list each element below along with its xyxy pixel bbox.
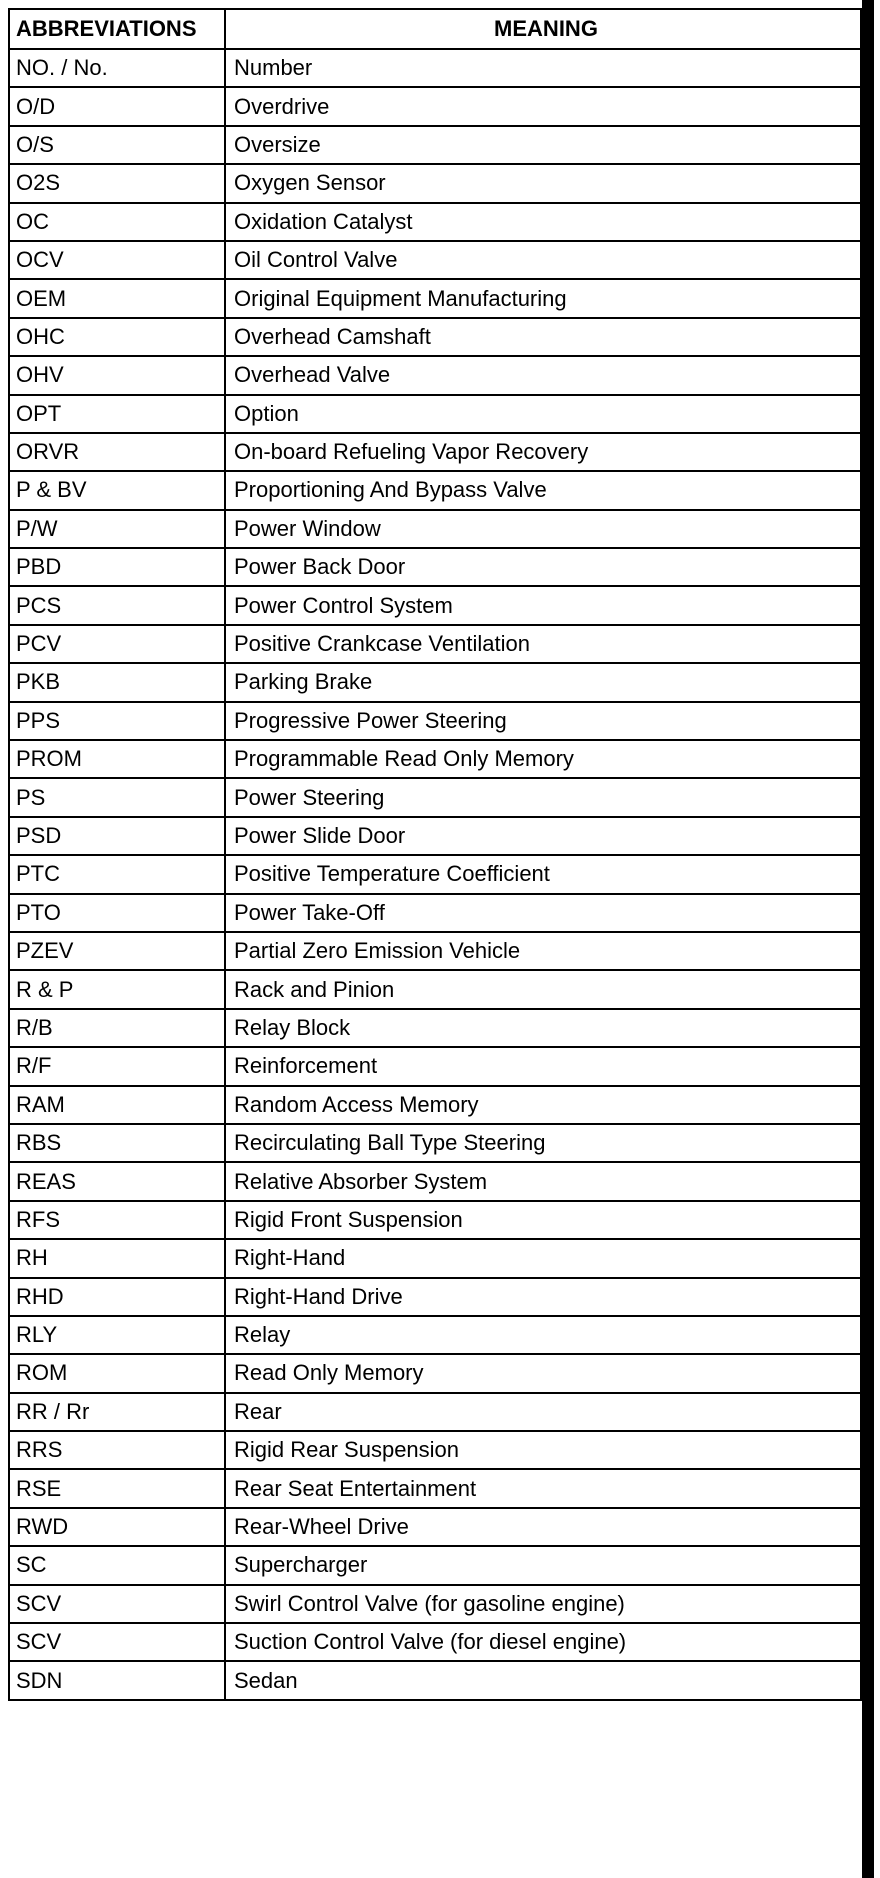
table-row — [9, 1661, 861, 1699]
abbreviation-cell: RFS — [9, 1201, 225, 1239]
meaning-cell: Parking Brake — [225, 663, 861, 701]
abbreviation-cell: REAS — [9, 1162, 225, 1200]
abbreviation-cell: SDN — [9, 1661, 225, 1699]
table-row — [9, 663, 861, 701]
table-row — [9, 1431, 861, 1469]
table-row — [9, 894, 861, 932]
abbreviation-cell: PKB — [9, 663, 225, 701]
meaning-column-header: MEANING — [225, 9, 861, 49]
abbreviation-cell: RLY — [9, 1316, 225, 1354]
table-row — [9, 970, 861, 1008]
meaning-cell: Progressive Power Steering — [225, 702, 861, 740]
table-row — [9, 1354, 861, 1392]
meaning-cell: Rear Seat Entertainment — [225, 1469, 861, 1507]
abbreviation-cell: PSD — [9, 817, 225, 855]
table-row — [9, 1623, 861, 1661]
meaning-cell: Number — [225, 49, 861, 87]
abbreviation-cell: PCS — [9, 586, 225, 624]
meaning-cell: Recirculating Ball Type Steering — [225, 1124, 861, 1162]
abbreviation-cell: R/B — [9, 1009, 225, 1047]
table-row — [9, 1585, 861, 1623]
meaning-cell: Partial Zero Emission Vehicle — [225, 932, 861, 970]
abbreviation-cell: RRS — [9, 1431, 225, 1469]
table-row — [9, 356, 861, 394]
abbreviation-cell: NO. / No. — [9, 49, 225, 87]
meaning-cell: Power Take-Off — [225, 894, 861, 932]
table-row — [9, 1316, 861, 1354]
table-row — [9, 1508, 861, 1546]
abbreviation-cell: O/S — [9, 126, 225, 164]
table-row — [9, 1201, 861, 1239]
table-row — [9, 932, 861, 970]
abbreviation-cell: OHV — [9, 356, 225, 394]
abbreviation-cell: O/D — [9, 87, 225, 125]
meaning-cell: Read Only Memory — [225, 1354, 861, 1392]
table-row — [9, 395, 861, 433]
meaning-cell: Power Back Door — [225, 548, 861, 586]
table-body — [9, 49, 861, 1700]
table-row — [9, 433, 861, 471]
table-row — [9, 126, 861, 164]
abbreviation-cell: PCV — [9, 625, 225, 663]
abbreviation-cell: PBD — [9, 548, 225, 586]
meaning-cell: Oxygen Sensor — [225, 164, 861, 202]
abbreviation-cell: RBS — [9, 1124, 225, 1162]
meaning-cell: Overhead Valve — [225, 356, 861, 394]
abbreviation-cell: RAM — [9, 1086, 225, 1124]
abbreviation-cell: OEM — [9, 279, 225, 317]
abbreviation-cell: RSE — [9, 1469, 225, 1507]
meaning-cell: Power Steering — [225, 778, 861, 816]
table-row — [9, 1124, 861, 1162]
meaning-cell: Power Window — [225, 510, 861, 548]
meaning-cell: Programmable Read Only Memory — [225, 740, 861, 778]
meaning-cell: Right-Hand Drive — [225, 1278, 861, 1316]
table-row — [9, 1162, 861, 1200]
abbreviation-cell: PTO — [9, 894, 225, 932]
meaning-cell: Rigid Front Suspension — [225, 1201, 861, 1239]
meaning-cell: Proportioning And Bypass Valve — [225, 471, 861, 509]
table-row — [9, 203, 861, 241]
meaning-cell: Overdrive — [225, 87, 861, 125]
table-row — [9, 241, 861, 279]
meaning-cell: Relay Block — [225, 1009, 861, 1047]
table-row — [9, 778, 861, 816]
meaning-cell: Overhead Camshaft — [225, 318, 861, 356]
abbreviation-cell: ROM — [9, 1354, 225, 1392]
abbreviation-cell: PS — [9, 778, 225, 816]
abbreviation-cell: OC — [9, 203, 225, 241]
table-row — [9, 1393, 861, 1431]
table-row — [9, 279, 861, 317]
meaning-cell: Random Access Memory — [225, 1086, 861, 1124]
table-row — [9, 471, 861, 509]
abbreviation-cell: P/W — [9, 510, 225, 548]
table-row — [9, 625, 861, 663]
table-row — [9, 1469, 861, 1507]
table-row — [9, 510, 861, 548]
abbreviations-column-header: ABBREVIATIONS — [9, 9, 225, 49]
table-row — [9, 817, 861, 855]
table-row — [9, 586, 861, 624]
meaning-cell: Rigid Rear Suspension — [225, 1431, 861, 1469]
meaning-cell: Rear-Wheel Drive — [225, 1508, 861, 1546]
table-row — [9, 1239, 861, 1277]
abbreviation-cell: SCV — [9, 1623, 225, 1661]
table-row — [9, 164, 861, 202]
abbreviation-cell: R/F — [9, 1047, 225, 1085]
abbreviation-cell: P & BV — [9, 471, 225, 509]
meaning-cell: Power Slide Door — [225, 817, 861, 855]
meaning-cell: Original Equipment Manufacturing — [225, 279, 861, 317]
meaning-cell: Power Control System — [225, 586, 861, 624]
meaning-cell: Rear — [225, 1393, 861, 1431]
meaning-cell: Reinforcement — [225, 1047, 861, 1085]
table-row — [9, 1546, 861, 1584]
abbreviations-table — [8, 8, 862, 1701]
table-row — [9, 855, 861, 893]
meaning-cell: On-board Refueling Vapor Recovery — [225, 433, 861, 471]
table-row — [9, 548, 861, 586]
table-row — [9, 49, 861, 87]
meaning-cell: Relay — [225, 1316, 861, 1354]
meaning-cell: Positive Temperature Coefficient — [225, 855, 861, 893]
meaning-cell: Oil Control Valve — [225, 241, 861, 279]
table-row — [9, 1278, 861, 1316]
meaning-cell: Right-Hand — [225, 1239, 861, 1277]
table-row — [9, 87, 861, 125]
abbreviation-cell: RH — [9, 1239, 225, 1277]
abbreviation-cell: PPS — [9, 702, 225, 740]
abbreviation-cell: RR / Rr — [9, 1393, 225, 1431]
abbreviations-sheet — [8, 8, 862, 1701]
abbreviation-cell: O2S — [9, 164, 225, 202]
meaning-cell: Option — [225, 395, 861, 433]
meaning-cell: Oversize — [225, 126, 861, 164]
meaning-cell: Swirl Control Valve (for gasoline engine) — [225, 1585, 861, 1623]
meaning-cell: Oxidation Catalyst — [225, 203, 861, 241]
table-row — [9, 1047, 861, 1085]
table-row — [9, 1086, 861, 1124]
meaning-cell: Sedan — [225, 1661, 861, 1699]
abbreviation-cell: SCV — [9, 1585, 225, 1623]
abbreviation-cell: PROM — [9, 740, 225, 778]
abbreviation-cell: RHD — [9, 1278, 225, 1316]
abbreviation-cell: PTC — [9, 855, 225, 893]
abbreviation-cell: RWD — [9, 1508, 225, 1546]
meaning-cell: Rack and Pinion — [225, 970, 861, 1008]
meaning-cell: Positive Crankcase Ventilation — [225, 625, 861, 663]
table-row — [9, 318, 861, 356]
table-row — [9, 740, 861, 778]
table-row — [9, 1009, 861, 1047]
abbreviation-cell: OPT — [9, 395, 225, 433]
page-edge-bar — [862, 0, 874, 1878]
abbreviation-cell: ORVR — [9, 433, 225, 471]
table-header-row — [9, 9, 861, 49]
abbreviation-cell: OCV — [9, 241, 225, 279]
abbreviation-cell: R & P — [9, 970, 225, 1008]
meaning-cell: Suction Control Valve (for diesel engine) — [225, 1623, 861, 1661]
meaning-cell: Relative Absorber System — [225, 1162, 861, 1200]
abbreviation-cell: SC — [9, 1546, 225, 1584]
abbreviation-cell: PZEV — [9, 932, 225, 970]
abbreviation-cell: OHC — [9, 318, 225, 356]
table-row — [9, 702, 861, 740]
meaning-cell: Supercharger — [225, 1546, 861, 1584]
